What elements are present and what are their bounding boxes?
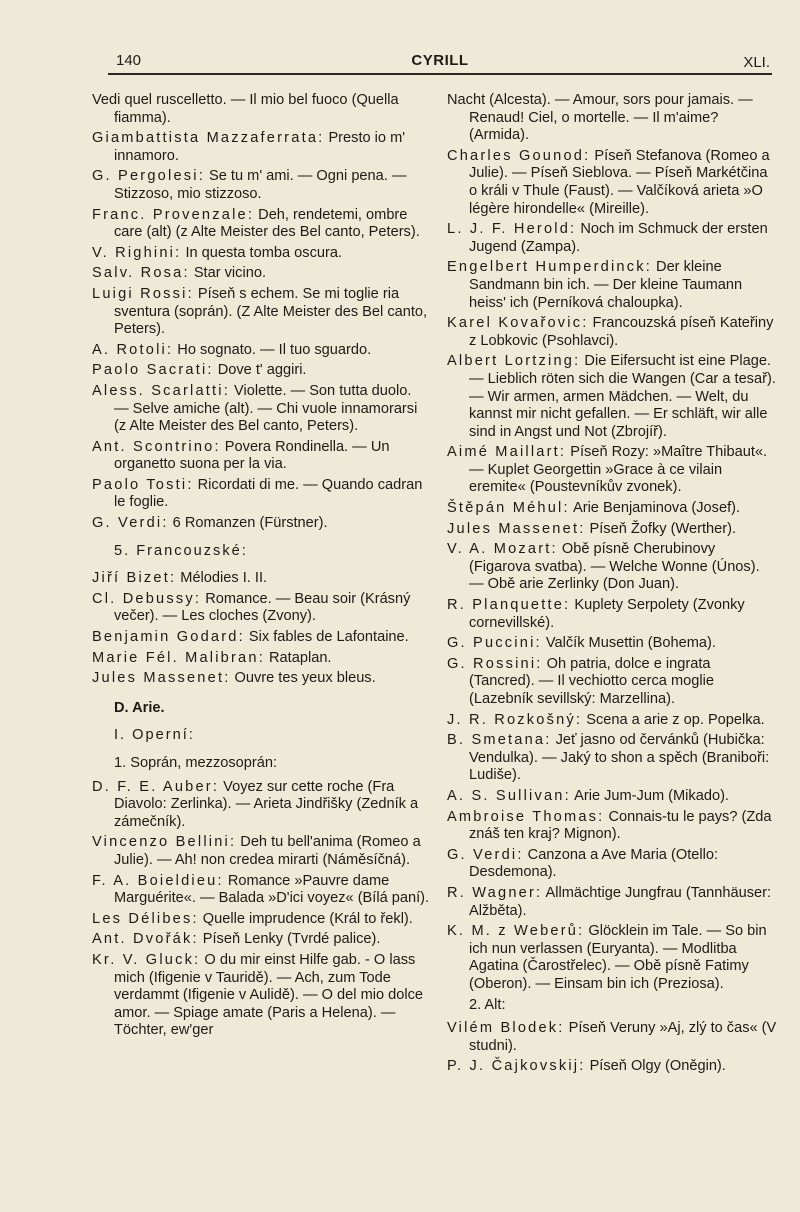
composer-name: A. S. Sullivan:: [447, 787, 571, 804]
composer-name: Salv. Rosa:: [92, 265, 190, 282]
list-item: [447, 635, 777, 653]
work-titles: Povera Rondinella. — Un organetto suona per la via.: [114, 438, 390, 473]
list-item: [92, 873, 430, 908]
composer-name: F. A. Boieldieu:: [92, 872, 224, 889]
composer-name: V. Righini:: [92, 244, 182, 261]
list-item: [447, 885, 777, 920]
work-titles: Valčík Musettin (Bohema).: [545, 635, 716, 652]
list-item: [447, 92, 777, 145]
work-titles: Píseň Olgy (Oněgin).: [589, 1058, 726, 1075]
list-item: [447, 597, 777, 632]
subsection-heading: 2. Alt:: [469, 996, 506, 1013]
work-titles: In questa tomba oscura.: [185, 244, 343, 261]
list-item: [447, 259, 777, 312]
work-titles: Deh, rendetemi, ombre care (alt) (z Alte Meister des Bel canto, Peters).: [114, 206, 420, 241]
composer-name: V. A. Mozart:: [447, 541, 558, 558]
composer-name: Vilém Blodek:: [447, 1020, 565, 1037]
work-titles: Arie Benjaminova (Josef).: [572, 500, 741, 517]
work-titles: Noch im Schmuck der ersten Jugend (Zampa).: [469, 221, 768, 255]
page-header: [108, 52, 772, 74]
composer-name: R. Wagner:: [447, 884, 543, 901]
work-titles: Píseň Žofky (Werther).: [589, 520, 737, 537]
composer-name: Jules Massenet:: [447, 520, 586, 537]
work-titles: Kuplety Serpolety (Zvonky cornevillské).: [469, 597, 745, 631]
composer-name: Paolo Sacrati:: [92, 362, 214, 379]
list-item: [92, 92, 430, 127]
composer-name: Jules Massenet:: [92, 670, 231, 687]
running-title: CYRILL: [411, 52, 469, 69]
work-titles: Mélodies I. II.: [180, 570, 268, 587]
list-item: [447, 148, 777, 218]
work-titles: Connais-tu le pays? (Zda znáš ten kraj? Mignon).: [469, 808, 772, 843]
list-item: [92, 779, 430, 832]
work-titles: Die Eifersucht ist eine Plage. — Lieblich röten sich die Wangen (Car a tesař). — Wir armen, armen Mädchen. — Welt, du kannst mir nicht gefallen. — Er schläft, wir alle sind in Angst und Not (Zbrojíř).: [469, 353, 776, 440]
list-item: [92, 342, 430, 360]
work-titles: Arie Jum-Jum (Mikado).: [574, 787, 729, 804]
list-item: [447, 521, 777, 539]
list-item: [447, 809, 777, 844]
list-item: [92, 670, 430, 688]
list-item: [92, 130, 430, 165]
composer-name: Engelbert Humperdinck:: [447, 259, 652, 276]
composer-name: Albert Lortzing:: [447, 353, 581, 370]
composer-name: Benjamin Godard:: [92, 629, 245, 646]
composer-name: Aimé Maillart:: [447, 444, 567, 461]
composer-name: G. Rossini:: [447, 655, 543, 672]
composer-name: Kr. V. Gluck:: [92, 951, 201, 968]
list-item: [447, 315, 777, 350]
composer-name: Karel Kovařovic:: [447, 315, 589, 332]
list-item: [92, 570, 430, 588]
composer-name: Ant. Scontrino:: [92, 438, 221, 455]
work-titles: Six fables de Lafontaine.: [248, 629, 409, 646]
work-titles: Píseň s echem. Se mi toglie ria sventura (soprán). (Z Alte Meister des Bel canto, Peters).: [114, 285, 428, 338]
list-item: [447, 353, 777, 441]
composer-name: Aless. Scarlatti:: [92, 382, 230, 399]
work-titles: Píseň Rozy: »Maître Thibaut«. — Kuplet Georgettin »Grace à ce vilain eremite« (Poustevníkův zvonek).: [469, 444, 768, 496]
composer-name: J. R. Rozkošný:: [447, 711, 583, 728]
work-titles: Scena a arie z op. Popelka.: [586, 711, 765, 728]
list-item: [92, 834, 430, 869]
list-item: [447, 541, 777, 594]
work-titles: Nacht (Alcesta). — Amour, sors pour jamais. — Renaud! Ciel, o mortelle. — Il m'aime? (Armida).: [447, 92, 753, 144]
list-item: [447, 656, 777, 709]
section-numeral: XLI.: [743, 54, 770, 71]
list-item: [92, 515, 430, 533]
section-heading: I. Operní:: [114, 727, 195, 744]
work-titles: Ricordati di me. — Quando cadran le foglie.: [114, 476, 423, 511]
work-titles: Píseň Stefanova (Romeo a Julie). — Píseň Sieblova. — Píseň Markétčina o králi v Thule (Faust). — Valčíková arieta »O légère hirondelle« (Mireille).: [469, 147, 770, 217]
list-item: [92, 650, 430, 668]
list-item: [92, 207, 430, 242]
composer-name: Giambattista Mazzaferrata:: [92, 130, 325, 147]
subsection-heading: 1. Soprán, mezzosoprán:: [114, 755, 278, 771]
work-titles: O du mir einst Hilfe gab. - O lass mich (Ifigenie v Tauridě). — Ach, zum Tode verdammt (Ifigenie v Aulidě). — O del mio dolce amor. — Spiage amate (Paris a Helena). — Töchter, ew'ger: [114, 951, 424, 1039]
left-column: [92, 92, 430, 1043]
list-item: [447, 788, 777, 806]
list-item: [92, 629, 430, 647]
composer-name: Jiří Bizet:: [92, 570, 177, 587]
section-heading: D. Arie.: [114, 699, 165, 716]
work-titles: Allmächtige Jungfrau (Tannhäuser: Alžběta).: [469, 884, 772, 919]
header-rule: [108, 73, 772, 75]
composer-name: Les Délibes:: [92, 910, 199, 927]
list-item: [92, 286, 430, 339]
list-item: [92, 477, 430, 512]
work-titles: Francouzská píseň Kateřiny z Lobkovic (Psohlavci).: [469, 315, 774, 349]
list-item: [447, 1020, 777, 1055]
composer-name: R. Planquette:: [447, 597, 571, 614]
work-titles: Píseň Veruny »Aj, zlý to čas« (V studni).: [469, 1020, 777, 1054]
list-item: [447, 732, 777, 785]
work-titles: Quelle imprudence (Král to řekl).: [202, 910, 413, 927]
composer-name: K. M. z Weberů:: [447, 923, 585, 940]
composer-name: Vincenzo Bellini:: [92, 834, 237, 851]
composer-name: D. F. E. Auber:: [92, 778, 220, 795]
section-heading: 5. Francouzské:: [114, 542, 248, 559]
work-titles: Ho sognato. — Il tuo sguardo.: [177, 341, 372, 358]
work-titles: Dove t' aggiri.: [217, 362, 307, 379]
composer-name: B. Smetana:: [447, 732, 552, 749]
composer-name: G. Verdi:: [92, 515, 169, 532]
composer-name: Cl. Debussy:: [92, 590, 202, 607]
list-item: [92, 439, 430, 474]
list-item: [92, 591, 430, 626]
list-item: [447, 712, 777, 730]
list-item: [92, 168, 430, 203]
composer-name: Ambroise Thomas:: [447, 808, 605, 825]
page-number: 140: [116, 52, 142, 69]
composer-name: Paolo Tosti:: [92, 476, 194, 493]
work-titles: Oh patria, dolce e ingrata (Tancred). — Il vechiotto cerca moglie (Lazebník sevillský: Marzellina).: [469, 655, 714, 707]
list-item: [447, 847, 777, 882]
composer-name: P. J. Čajkovskij:: [447, 1058, 586, 1075]
work-titles: Star vicino.: [193, 265, 266, 282]
composer-name: Štěpán Méhul:: [447, 500, 570, 517]
work-titles: 6 Romanzen (Fürstner).: [172, 515, 328, 532]
composer-name: Luigi Rossi:: [92, 285, 194, 302]
list-item: [447, 923, 777, 993]
work-titles: Vedi quel ruscelletto. — Il mio bel fuoco (Quella fiamma).: [92, 92, 399, 126]
list-item: [92, 265, 430, 283]
list-item: [447, 221, 777, 256]
composer-name: Charles Gounod:: [447, 147, 591, 164]
work-titles: Romance »Pauvre dame Marguérite«. — Balada »D'ici voyez« (Bílá paní).: [114, 872, 430, 907]
work-titles: Jeť jasno od červánků (Hubička: Vendulka). — Jaký to shon a spěch (Braniboři: Ludiše).: [469, 732, 770, 784]
work-titles: Ouvre tes yeux bleus.: [234, 670, 376, 687]
list-item: [447, 444, 777, 497]
list-item: [92, 362, 430, 380]
work-titles: Presto io m' innamoro.: [114, 130, 406, 164]
composer-name: G. Pergolesi:: [92, 168, 205, 185]
work-titles: Deh tu bell'anima (Romeo a Julie). — Ah! non credea mirarti (Náměsíčná).: [114, 834, 421, 868]
work-titles: Glöcklein im Tale. — So bin ich nun verlassen (Euryanta). — Modlitba Agatina (Čarostřelec). — Obě písně Fatimy (Oberon). — Einsam bin ich (Preziosa).: [469, 923, 767, 992]
composer-name: Franc. Provenzale:: [92, 206, 255, 223]
work-titles: Voyez sur cette roche (Fra Diavolo: Zerlinka). — Arieta Jindřišky (Zedník a zámečník).: [114, 778, 419, 830]
composer-name: L. J. F. Herold:: [447, 221, 577, 238]
list-item: [92, 952, 430, 1040]
list-item: [92, 383, 430, 436]
work-titles: Se tu m' ami. — Ogni pena. — Stizzoso, mio stizzoso.: [114, 168, 407, 202]
work-titles: Obě písně Cherubinovy (Figarova svatba). — Welche Wonne (Únos). — Obě arie Zerlinky (Don Juan).: [469, 541, 760, 593]
right-column: [447, 92, 777, 1079]
composer-name: Ant. Dvořák:: [92, 931, 199, 948]
composer-name: Marie Fél. Malibran:: [92, 649, 265, 666]
composer-name: A. Rotoli:: [92, 341, 174, 358]
list-item: [92, 245, 430, 263]
work-titles: Canzona a Ave Maria (Otello: Desdemona).: [469, 846, 719, 881]
work-titles: Romance. — Beau soir (Krásný večer). — Les cloches (Zvony).: [114, 590, 411, 625]
work-titles: Rataplan.: [269, 649, 332, 666]
work-titles: Der kleine Sandmann bin ich. — Der kleine Taumann heiss' ich (Perníková chaloupka).: [469, 259, 743, 311]
composer-name: G. Verdi:: [447, 846, 524, 863]
list-item: [447, 1058, 777, 1076]
list-item: [447, 500, 777, 518]
work-titles: Píseň Lenky (Tvrdé palice).: [202, 931, 381, 948]
work-titles: Violette. — Son tutta duolo. — Selve amiche (alt). — Chi vuole innamorarsi (z Alte Meister des Bel canto, Peters).: [114, 382, 418, 435]
composer-name: G. Puccini:: [447, 635, 542, 652]
list-item: [92, 911, 430, 929]
list-item: [92, 931, 430, 949]
